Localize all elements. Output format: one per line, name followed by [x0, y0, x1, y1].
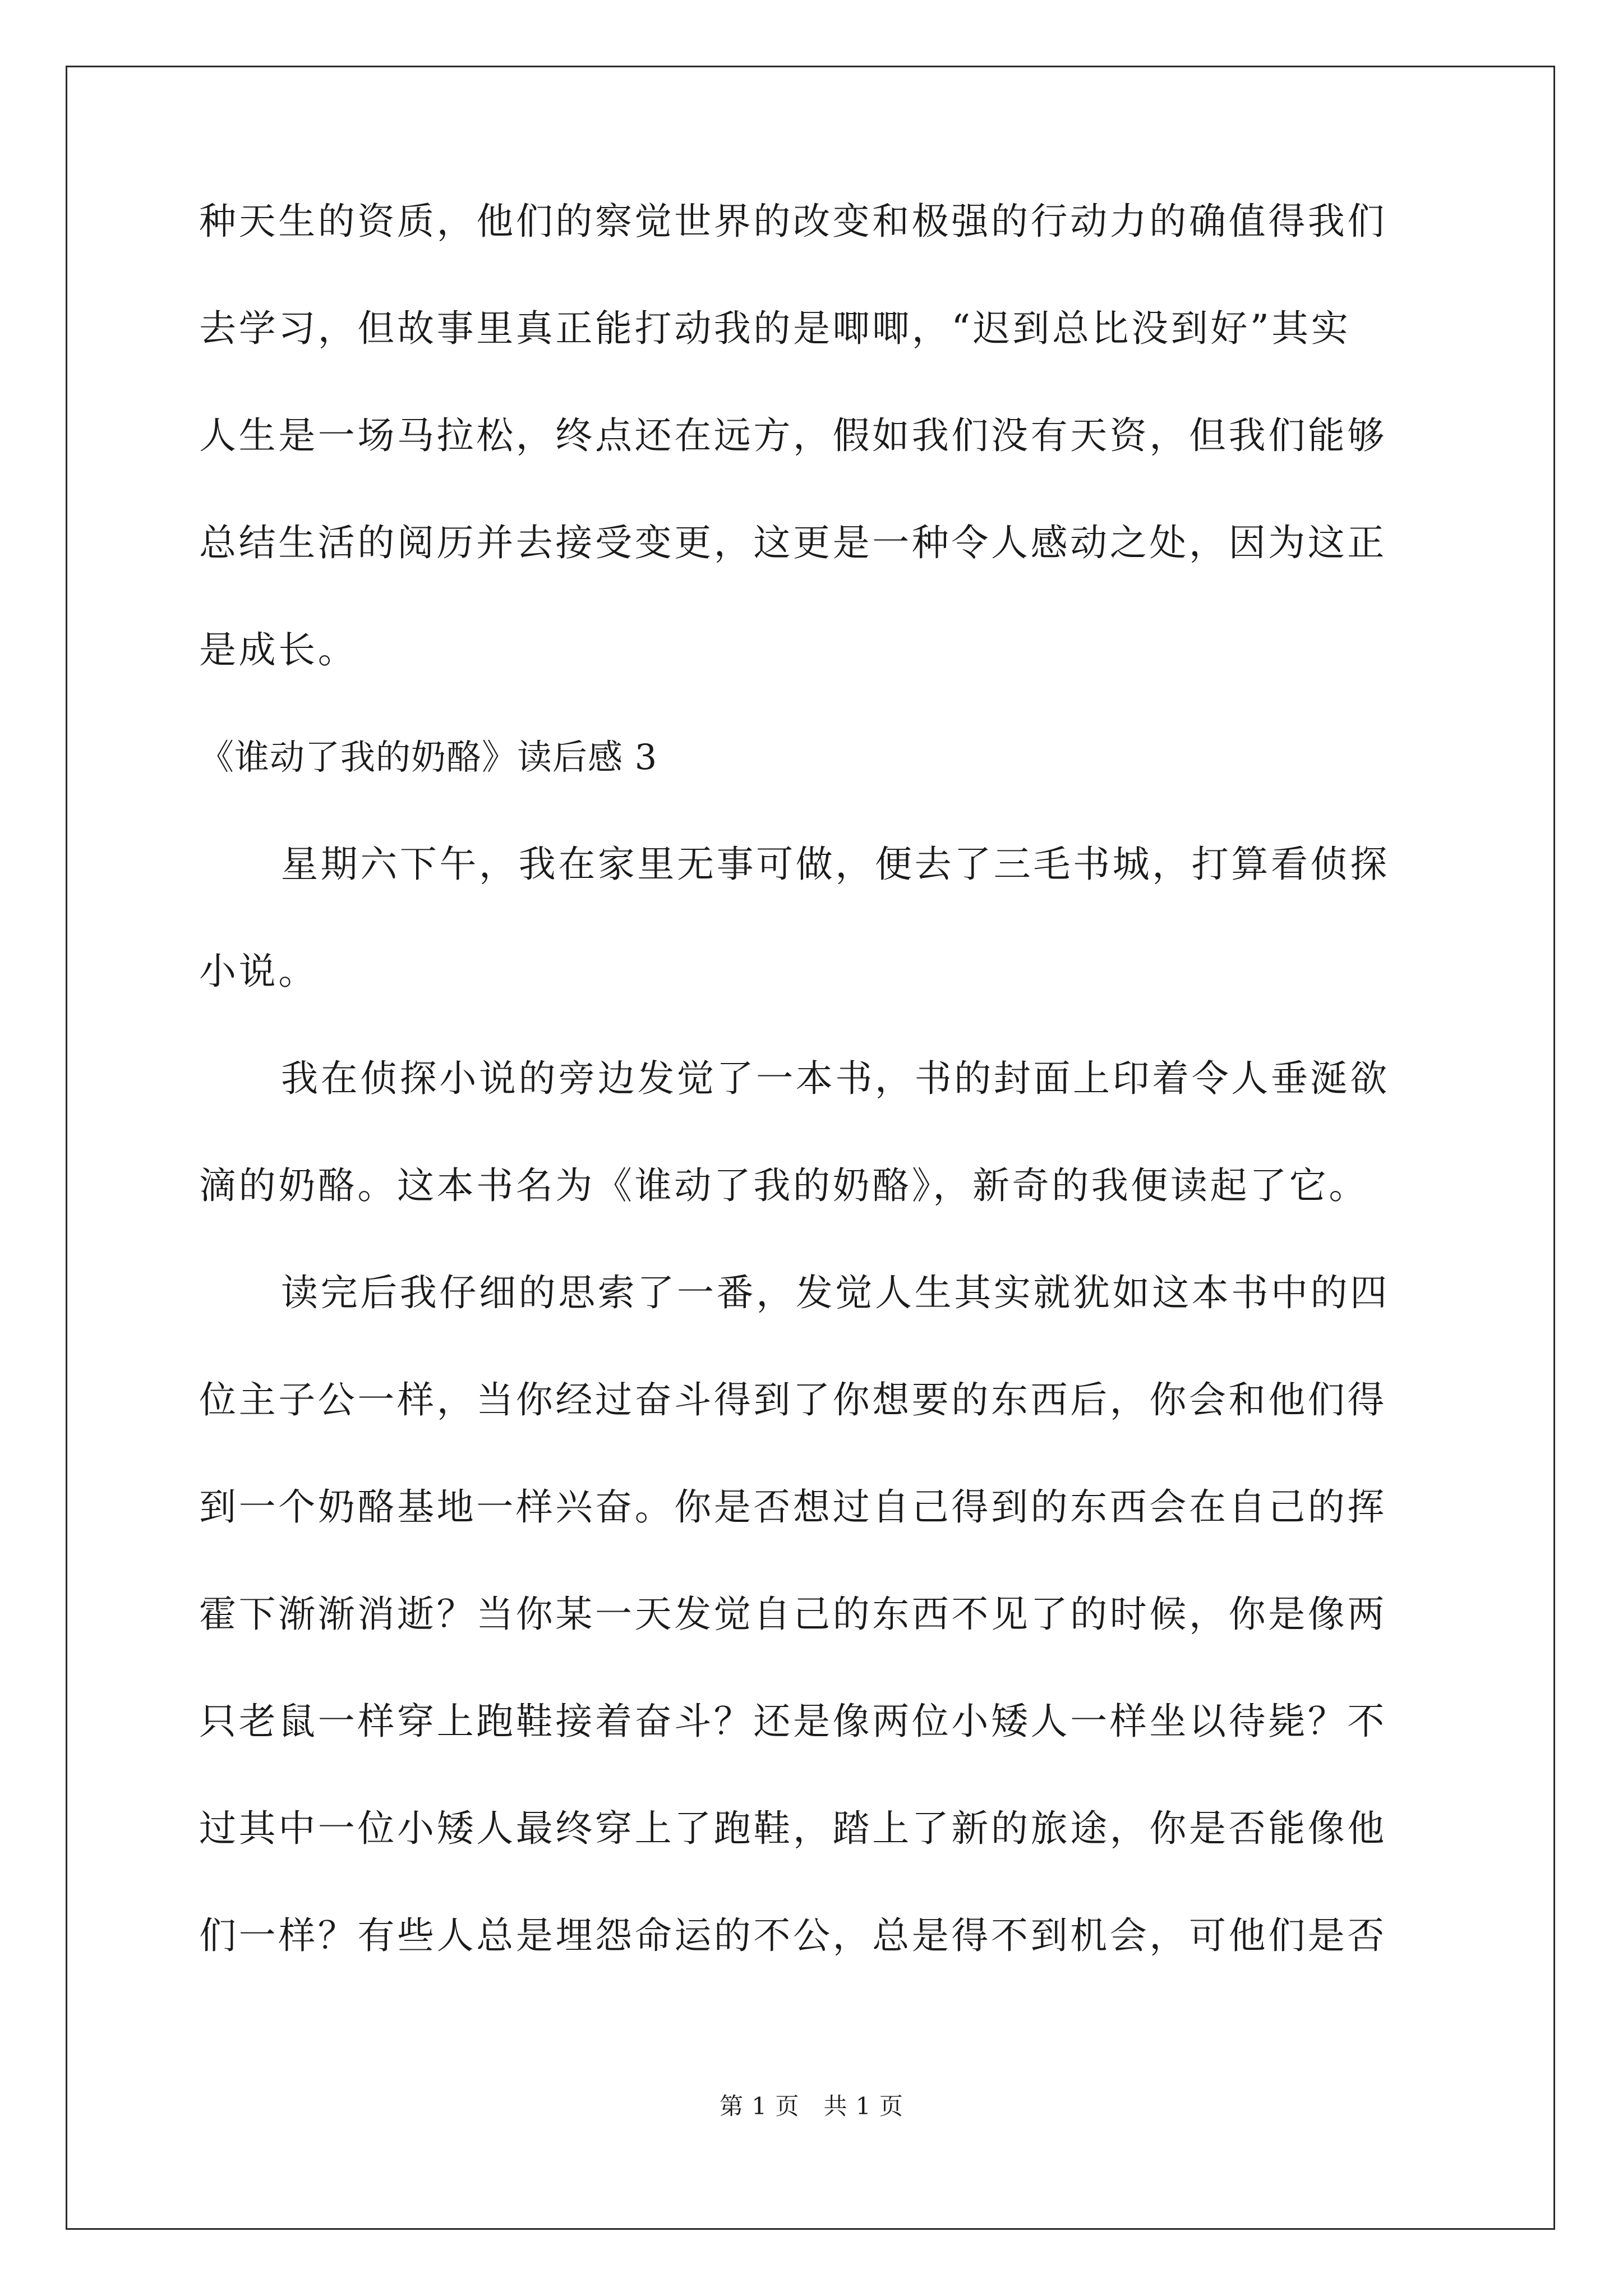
text-line: 滴的奶酪。这本书名为《谁动了我的奶酪》，新奇的我便读起了它。 [199, 1164, 1368, 1207]
text-line: 位主子公一样，当你经过奋斗得到了你想要的东西后，你会和他们得 [199, 1378, 1387, 1421]
page-footer: 第 1 页 共 1 页 [720, 2092, 903, 2120]
text-line: 读完后我仔细的思索了一番，发觉人生其实就犹如这本书中的四 [281, 1271, 1390, 1314]
text-line: 霍下渐渐消逝？当你某一天发觉自己的东西不见了的时候，你是像两 [199, 1593, 1387, 1636]
text-line: 星期六下午，我在家里无事可做，便去了三毛书城，打算看侦探 [281, 843, 1390, 886]
section-heading: 《谁动了我的奶酪》读后感 3 [199, 737, 658, 777]
text-line: 去学习，但故事里真正能打动我的是唧唧，“迟到总比没到好”其实 [199, 307, 1351, 350]
text-line: 小说。 [199, 950, 318, 993]
text-line: 人生是一场马拉松，终点还在远方，假如我们没有天资，但我们能够 [199, 414, 1387, 457]
text-line: 总结生活的阅历并去接受变更，这更是一种令人感动之处，因为这正 [199, 521, 1387, 564]
text-line: 是成长。 [199, 628, 358, 671]
text-line: 我在侦探小说的旁边发觉了一本书，书的封面上印着令人垂涎欲 [281, 1057, 1390, 1100]
document-body [199, 199, 1427, 1958]
text-line: 们一样？有些人总是埋怨命运的不公，总是得不到机会，可他们是否 [199, 1914, 1387, 1957]
text-line: 种天生的资质，他们的察觉世界的改变和极强的行动力的确值得我们 [199, 200, 1387, 243]
text-line: 只老鼠一样穿上跑鞋接着奋斗？还是像两位小矮人一样坐以待毙？不 [199, 1700, 1387, 1743]
text-line: 过其中一位小矮人最终穿上了跑鞋，踏上了新的旅途，你是否能像他 [199, 1807, 1387, 1850]
text-line: 到一个奶酪基地一样兴奋。你是否想过自己得到的东西会在自己的挥 [199, 1485, 1387, 1529]
